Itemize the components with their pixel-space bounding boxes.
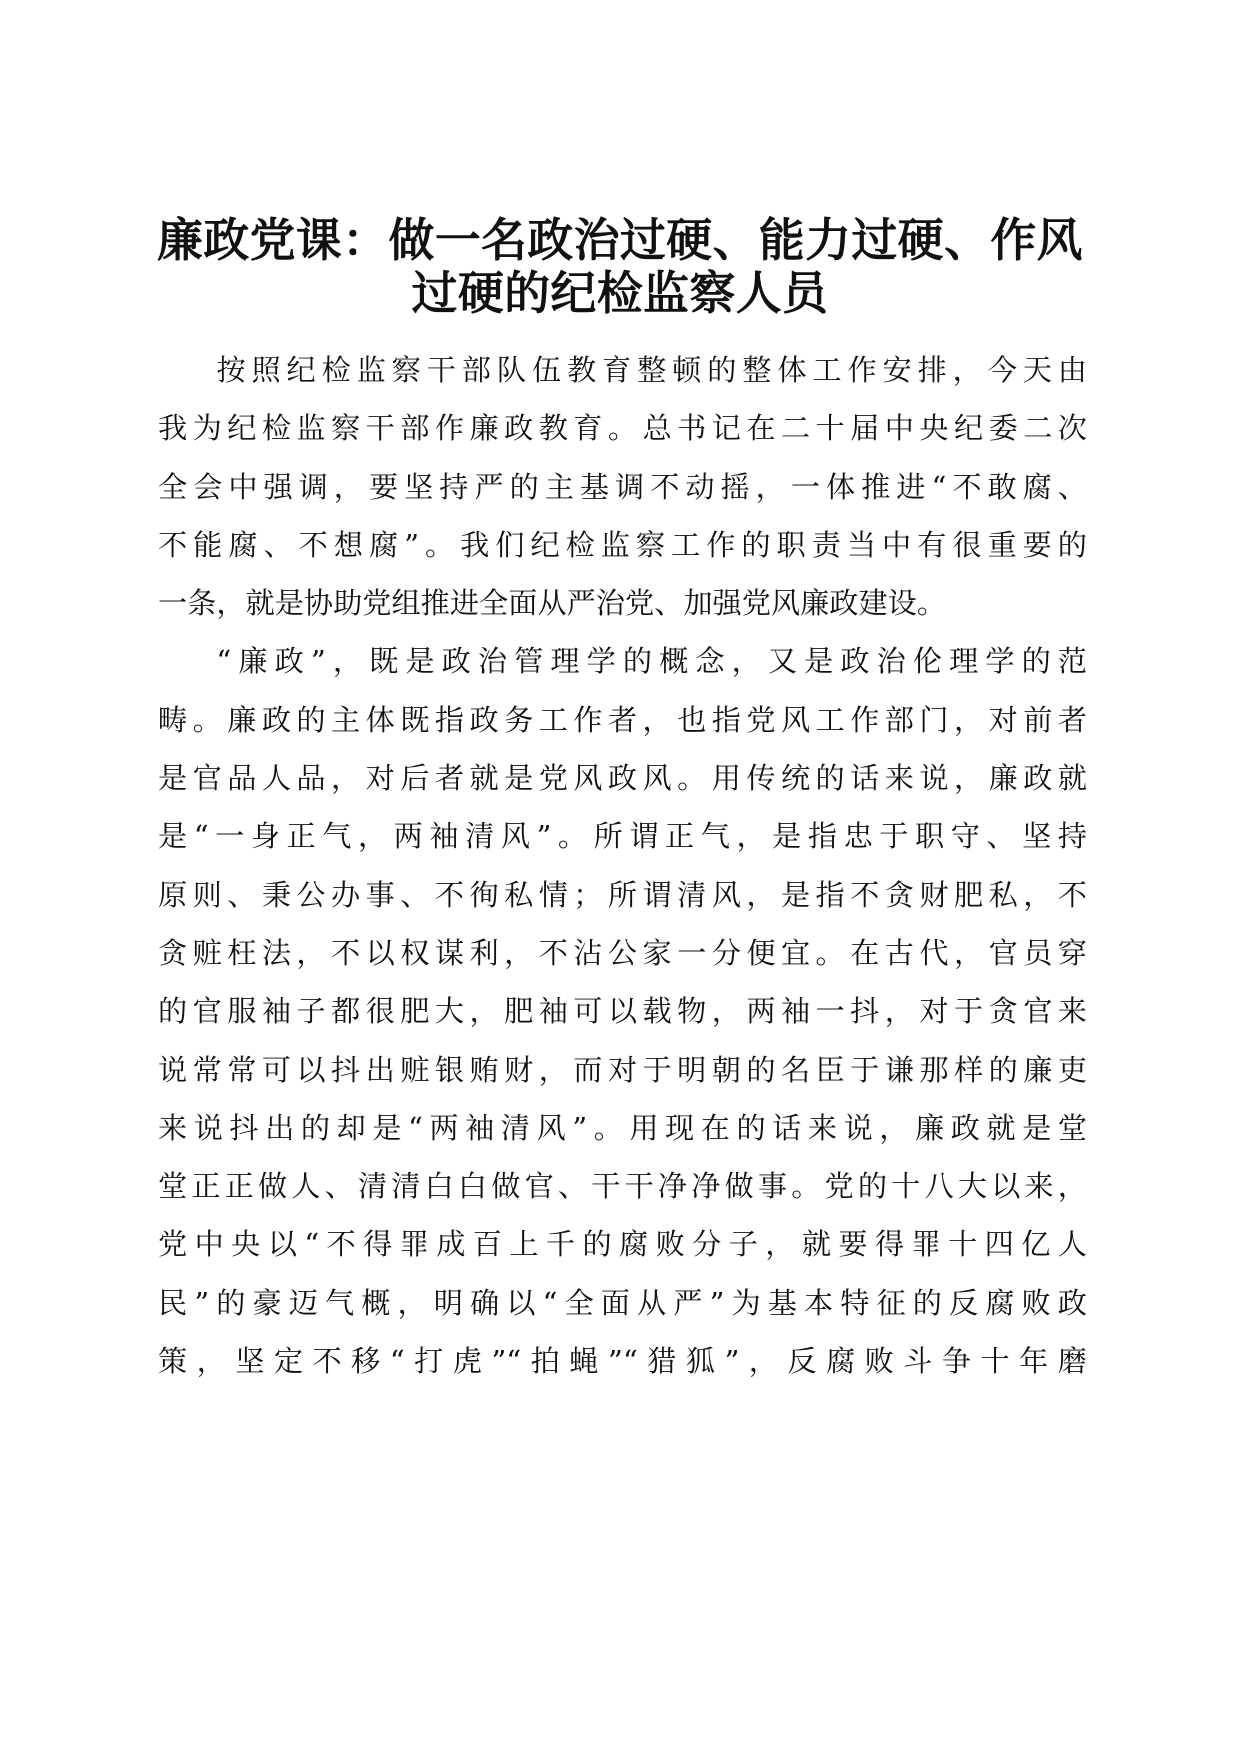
paragraph-line: 来说抖出的却是“两袖清风”。用现在的话来说，廉政就是堂	[158, 1110, 1087, 1145]
paragraph-line: 策，坚定不移“打虎”“拍蝇”“猎狐”，反腐败斗争十年磨	[158, 1344, 1087, 1379]
paragraph-line: 党中央以“不得罪成百上千的腐败分子，就要得罪十四亿人	[158, 1227, 1087, 1262]
paragraph-line: 民”的豪迈气概，明确以“全面从严”为基本特征的反腐败政	[158, 1285, 1087, 1320]
paragraph-line: 说常常可以抖出赃银贿财，而对于明朝的名臣于谦那样的廉吏	[158, 1052, 1087, 1087]
paragraph-line: 的官服袖子都很肥大，肥袖可以载物，两袖一抖，对于贪官来	[158, 994, 1087, 1029]
paragraph-line: 一条，就是协助党组推进全面从严治党、加强党风廉政建设。	[158, 586, 947, 621]
paragraph-line: 我为纪检监察干部作廉政教育。总书记在二十届中央纪委二次	[158, 411, 1087, 446]
paragraph-line: 原则、秉公办事、不徇私情；所谓清风，是指不贪财肥私，不	[158, 877, 1087, 912]
title-line: 廉政党课：做一名政治过硬、能力过硬、作风	[157, 213, 1083, 267]
paragraph-line: 堂正正做人、清清白白做官、干干净净做事。党的十八大以来，	[158, 1169, 1087, 1204]
paragraph-line: 全会中强调，要坚持严的主基调不动摇，一体推进“不敢腐、	[158, 469, 1087, 504]
paragraph-line: 不能腐、不想腐”。我们纪检监察工作的职责当中有很重要的	[158, 527, 1087, 562]
document-title	[120, 214, 1120, 320]
title-line: 过硬的纪检监察人员	[411, 266, 829, 320]
paragraph-line: “廉政”，既是政治管理学的概念，又是政治伦理学的范	[216, 644, 1087, 679]
paragraph-line: 贪赃枉法，不以权谋利，不沾公家一分便宜。在古代，官员穿	[158, 935, 1087, 970]
paragraph-line: 是“一身正气，两袖清风”。所谓正气，是指忠于职守、坚持	[158, 819, 1087, 854]
paragraph-line: 是官品人品，对后者就是党风政风。用传统的话来说，廉政就	[158, 761, 1087, 796]
document-body	[158, 341, 1087, 1390]
paragraph	[158, 632, 1087, 1390]
paragraph-line: 畴。廉政的主体既指政务工作者，也指党风工作部门，对前者	[158, 702, 1087, 737]
paragraph	[158, 341, 1087, 632]
paragraph-line: 按照纪检监察干部队伍教育整顿的整体工作安排，今天由	[216, 353, 1087, 387]
